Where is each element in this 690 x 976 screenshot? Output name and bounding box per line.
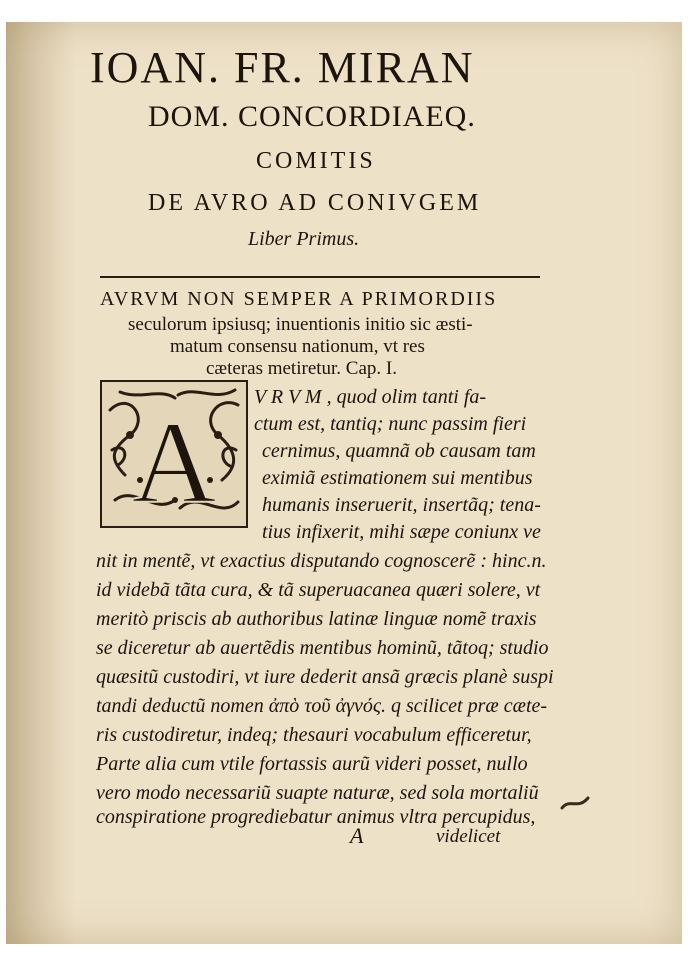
initial-letter: A [131,397,217,528]
body-line-16: conspiratione progrediebatur animus vltra percupidus, [96,806,536,828]
body-line-14: Parte alia cum vtile fortassis aurũ videri posset, nullo [96,753,528,775]
catchword: videlicet [436,826,501,847]
title-line-2: DOM. CONCORDIAEQ. [148,100,476,133]
body-line-8: id videbã tãta cura, & tã superuacanea quæri solere, vt [96,579,541,601]
decorated-initial-a [100,380,248,528]
body-line-6: tius infixerit, mihi sæpe coniunx ve [262,521,541,543]
body-line-12: tandi deductũ nomen ἀπὸ τοῦ ἀγνός. q scilicet præ cæte- [96,695,548,717]
body-line-10: se diceretur ab auertẽdis mentibus hominũ, tãtoq; studio [96,637,549,659]
marginal-ink-mark-icon [560,794,590,812]
book-label: Liber Primus. [248,228,360,250]
signature-mark: A [350,823,364,848]
body-line-13: ris custodiretur, indeq; thesauri vocabulum efficeretur, [96,724,532,746]
title-line-3: COMITIS [256,148,376,174]
body-line-5: humanis inseruerit, insertãq; tena- [262,494,541,516]
chapter-heading-line-2: seculorum ipsiusq; inuentionis initio sic æsti- [128,314,473,335]
title-rule [100,276,540,278]
body-line-1: V R V M , quod olim tanti fa- [254,386,487,408]
body-line-2: ctum est, tantiq; nunc passim fieri [254,413,527,435]
body-line-3: cernimus, quamnã ob causam tam [262,440,536,462]
body-line-7: nit in mentẽ, vt exactius disputando cognoscerẽ : hinc.n. [96,550,547,572]
chapter-heading-line-4: cæteras metiretur. Cap. I. [206,358,397,379]
title-line-1: IOAN. FR. MIRAN [90,43,475,92]
body-line-9: meritò priscis ab authoribus latinæ linguæ nomẽ traxis [96,608,537,630]
body-line-15: vero modo necessariũ suapte naturæ, sed sola mortaliũ [96,782,539,804]
title-line-4: DE AVRO AD CONIVGEM [148,190,482,216]
body-line-11: quæsitũ custodiri, vt iure dederit ansã græcis planè suspi [96,666,554,688]
page-gutter-shadow [6,22,76,944]
body-line-4: eximiã estimationem sui mentibus [262,467,533,489]
chapter-heading-line-3: matum consensu nationum, vt res [170,336,425,357]
chapter-heading-line-1: AVRVM NON SEMPER A PRIMORDIIS [100,288,498,310]
